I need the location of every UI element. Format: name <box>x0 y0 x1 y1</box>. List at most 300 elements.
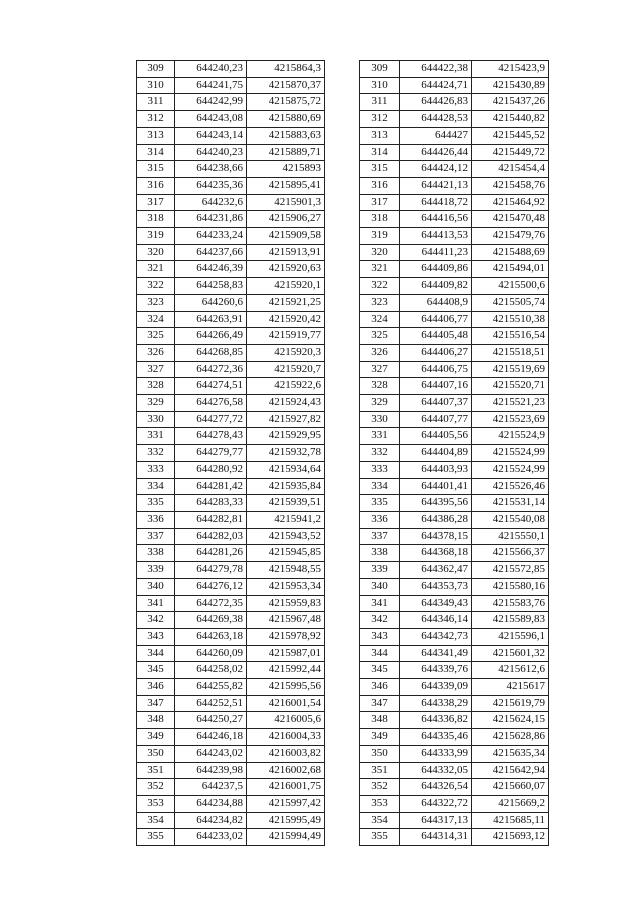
point-number-cell: 313 <box>360 127 400 144</box>
table-row <box>360 395 549 412</box>
y-coordinate-cell: 4215994,49 <box>247 829 325 846</box>
x-coordinate-cell: 644241,75 <box>175 77 247 94</box>
x-coordinate-cell: 644283,33 <box>175 495 247 512</box>
point-number-cell: 340 <box>137 578 175 595</box>
y-coordinate-cell: 4215932,78 <box>247 445 325 462</box>
y-coordinate-cell: 4215500,6 <box>472 278 549 295</box>
x-coordinate-cell: 644409,86 <box>400 261 472 278</box>
x-coordinate-cell: 644339,76 <box>400 662 472 679</box>
x-coordinate-cell: 644235,36 <box>175 177 247 194</box>
table-row <box>137 261 325 278</box>
x-coordinate-cell: 644276,12 <box>175 578 247 595</box>
table-row <box>360 177 549 194</box>
point-number-cell: 320 <box>137 244 175 261</box>
table-row <box>360 194 549 211</box>
x-coordinate-cell: 644424,12 <box>400 161 472 178</box>
x-coordinate-cell: 644403,93 <box>400 461 472 478</box>
y-coordinate-cell: 4215531,14 <box>472 495 549 512</box>
table-row <box>360 311 549 328</box>
y-coordinate-cell: 4215524,99 <box>472 445 549 462</box>
point-number-cell: 353 <box>360 795 400 812</box>
table-row <box>137 127 325 144</box>
point-number-cell: 312 <box>360 111 400 128</box>
point-number-cell: 331 <box>360 428 400 445</box>
y-coordinate-cell: 4215524,9 <box>472 428 549 445</box>
table-row <box>360 94 549 111</box>
x-coordinate-cell: 644338,29 <box>400 695 472 712</box>
x-coordinate-cell: 644413,53 <box>400 228 472 245</box>
table-row <box>360 795 549 812</box>
y-coordinate-cell: 4216005,6 <box>247 712 325 729</box>
point-number-cell: 328 <box>360 378 400 395</box>
point-number-cell: 342 <box>360 612 400 629</box>
point-number-cell: 328 <box>137 378 175 395</box>
y-coordinate-cell: 4215924,43 <box>247 395 325 412</box>
y-coordinate-cell: 4215642,94 <box>472 762 549 779</box>
x-coordinate-cell: 644279,77 <box>175 445 247 462</box>
table-row <box>137 161 325 178</box>
table-row <box>360 762 549 779</box>
x-coordinate-cell: 644404,89 <box>400 445 472 462</box>
x-coordinate-cell: 644336,82 <box>400 712 472 729</box>
y-coordinate-cell: 4215959,83 <box>247 595 325 612</box>
coordinates-table-right <box>359 60 549 846</box>
point-number-cell: 324 <box>137 311 175 328</box>
point-number-cell: 326 <box>137 344 175 361</box>
table-row <box>137 595 325 612</box>
y-coordinate-cell: 4215601,32 <box>472 645 549 662</box>
table-row <box>360 111 549 128</box>
point-number-cell: 339 <box>137 562 175 579</box>
y-coordinate-cell: 4215880,69 <box>247 111 325 128</box>
y-coordinate-cell: 4215934,64 <box>247 461 325 478</box>
table-row <box>360 695 549 712</box>
y-coordinate-cell: 4215540,08 <box>472 511 549 528</box>
x-coordinate-cell: 644242,99 <box>175 94 247 111</box>
point-number-cell: 347 <box>137 695 175 712</box>
table-row <box>360 127 549 144</box>
point-number-cell: 316 <box>360 177 400 194</box>
table-row <box>360 628 549 645</box>
x-coordinate-cell: 644281,42 <box>175 478 247 495</box>
point-number-cell: 332 <box>137 445 175 462</box>
point-number-cell: 314 <box>137 144 175 161</box>
point-number-cell: 318 <box>137 211 175 228</box>
x-coordinate-cell: 644333,99 <box>400 745 472 762</box>
x-coordinate-cell: 644427 <box>400 127 472 144</box>
y-coordinate-cell: 4215617 <box>472 679 549 696</box>
x-coordinate-cell: 644278,43 <box>175 428 247 445</box>
y-coordinate-cell: 4215909,58 <box>247 228 325 245</box>
x-coordinate-cell: 644246,18 <box>175 729 247 746</box>
y-coordinate-cell: 4215941,2 <box>247 511 325 528</box>
x-coordinate-cell: 644258,83 <box>175 278 247 295</box>
table-row <box>137 378 325 395</box>
table-row <box>360 662 549 679</box>
point-number-cell: 314 <box>360 144 400 161</box>
point-number-cell: 334 <box>360 478 400 495</box>
table-row <box>137 61 325 78</box>
point-number-cell: 317 <box>137 194 175 211</box>
table-body <box>137 61 325 846</box>
point-number-cell: 347 <box>360 695 400 712</box>
x-coordinate-cell: 644386,28 <box>400 511 472 528</box>
table-row <box>360 228 549 245</box>
x-coordinate-cell: 644263,91 <box>175 311 247 328</box>
table-row <box>360 595 549 612</box>
table-row <box>137 94 325 111</box>
point-number-cell: 323 <box>360 294 400 311</box>
table-row <box>137 311 325 328</box>
point-number-cell: 344 <box>137 645 175 662</box>
point-number-cell: 319 <box>360 228 400 245</box>
y-coordinate-cell: 4215870,37 <box>247 77 325 94</box>
y-coordinate-cell: 4215883,63 <box>247 127 325 144</box>
table-row <box>137 745 325 762</box>
x-coordinate-cell: 644314,31 <box>400 829 472 846</box>
table-row <box>137 395 325 412</box>
x-coordinate-cell: 644237,5 <box>175 779 247 796</box>
table-row <box>360 562 549 579</box>
x-coordinate-cell: 644428,53 <box>400 111 472 128</box>
point-number-cell: 333 <box>137 461 175 478</box>
y-coordinate-cell: 4215454,4 <box>472 161 549 178</box>
point-number-cell: 330 <box>137 411 175 428</box>
point-number-cell: 340 <box>360 578 400 595</box>
y-coordinate-cell: 4215943,52 <box>247 528 325 545</box>
point-number-cell: 338 <box>137 545 175 562</box>
table-row <box>360 211 549 228</box>
point-number-cell: 336 <box>137 511 175 528</box>
table-row <box>137 578 325 595</box>
x-coordinate-cell: 644426,83 <box>400 94 472 111</box>
table-row <box>137 829 325 846</box>
x-coordinate-cell: 644322,72 <box>400 795 472 812</box>
point-number-cell: 354 <box>360 812 400 829</box>
y-coordinate-cell: 4215479,76 <box>472 228 549 245</box>
point-number-cell: 320 <box>360 244 400 261</box>
coordinates-table-left <box>136 60 325 846</box>
x-coordinate-cell: 644272,35 <box>175 595 247 612</box>
y-coordinate-cell: 4215906,27 <box>247 211 325 228</box>
point-number-cell: 341 <box>137 595 175 612</box>
table-row <box>137 612 325 629</box>
x-coordinate-cell: 644258,02 <box>175 662 247 679</box>
x-coordinate-cell: 644279,78 <box>175 562 247 579</box>
point-number-cell: 311 <box>137 94 175 111</box>
table-row <box>137 478 325 495</box>
table-row <box>137 528 325 545</box>
table-row <box>360 77 549 94</box>
point-number-cell: 333 <box>360 461 400 478</box>
y-coordinate-cell: 4215519,69 <box>472 361 549 378</box>
x-coordinate-cell: 644255,82 <box>175 679 247 696</box>
x-coordinate-cell: 644243,14 <box>175 127 247 144</box>
table-row <box>137 228 325 245</box>
point-number-cell: 334 <box>137 478 175 495</box>
point-number-cell: 355 <box>137 829 175 846</box>
y-coordinate-cell: 4215423,9 <box>472 61 549 78</box>
point-number-cell: 351 <box>360 762 400 779</box>
x-coordinate-cell: 644274,51 <box>175 378 247 395</box>
point-number-cell: 324 <box>360 311 400 328</box>
x-coordinate-cell: 644335,46 <box>400 729 472 746</box>
y-coordinate-cell: 4215997,42 <box>247 795 325 812</box>
x-coordinate-cell: 644232,6 <box>175 194 247 211</box>
table-body <box>360 61 549 846</box>
table-row <box>137 411 325 428</box>
table-row <box>360 495 549 512</box>
y-coordinate-cell: 4215953,34 <box>247 578 325 595</box>
point-number-cell: 335 <box>360 495 400 512</box>
x-coordinate-cell: 644395,56 <box>400 495 472 512</box>
table-row <box>360 411 549 428</box>
x-coordinate-cell: 644407,16 <box>400 378 472 395</box>
table-row <box>137 211 325 228</box>
table-row <box>137 511 325 528</box>
table-row <box>360 328 549 345</box>
x-coordinate-cell: 644341,49 <box>400 645 472 662</box>
x-coordinate-cell: 644424,71 <box>400 77 472 94</box>
y-coordinate-cell: 4215939,51 <box>247 495 325 512</box>
table-row <box>360 779 549 796</box>
y-coordinate-cell: 4215978,92 <box>247 628 325 645</box>
y-coordinate-cell: 4215995,49 <box>247 812 325 829</box>
y-coordinate-cell: 4216001,54 <box>247 695 325 712</box>
point-number-cell: 349 <box>137 729 175 746</box>
table-row <box>360 645 549 662</box>
table-row <box>360 344 549 361</box>
y-coordinate-cell: 4215437,26 <box>472 94 549 111</box>
point-number-cell: 349 <box>360 729 400 746</box>
y-coordinate-cell: 4215523,69 <box>472 411 549 428</box>
x-coordinate-cell: 644234,88 <box>175 795 247 812</box>
x-coordinate-cell: 644240,23 <box>175 61 247 78</box>
table-row <box>137 645 325 662</box>
point-number-cell: 325 <box>360 328 400 345</box>
table-row <box>137 729 325 746</box>
y-coordinate-cell: 4215995,56 <box>247 679 325 696</box>
table-row <box>360 578 549 595</box>
y-coordinate-cell: 4215572,85 <box>472 562 549 579</box>
point-number-cell: 310 <box>137 77 175 94</box>
point-number-cell: 354 <box>137 812 175 829</box>
table-row <box>137 461 325 478</box>
y-coordinate-cell: 4215550,1 <box>472 528 549 545</box>
point-number-cell: 322 <box>137 278 175 295</box>
point-number-cell: 343 <box>360 628 400 645</box>
point-number-cell: 355 <box>360 829 400 846</box>
table-row <box>360 511 549 528</box>
point-number-cell: 310 <box>360 77 400 94</box>
x-coordinate-cell: 644339,09 <box>400 679 472 696</box>
x-coordinate-cell: 644353,73 <box>400 578 472 595</box>
x-coordinate-cell: 644260,09 <box>175 645 247 662</box>
y-coordinate-cell: 4215449,72 <box>472 144 549 161</box>
y-coordinate-cell: 4215445,52 <box>472 127 549 144</box>
x-coordinate-cell: 644276,58 <box>175 395 247 412</box>
y-coordinate-cell: 4215583,76 <box>472 595 549 612</box>
table-row <box>137 244 325 261</box>
table-row <box>360 612 549 629</box>
y-coordinate-cell: 4215948,55 <box>247 562 325 579</box>
point-number-cell: 326 <box>360 344 400 361</box>
table-row <box>137 628 325 645</box>
table-row <box>360 244 549 261</box>
x-coordinate-cell: 644234,82 <box>175 812 247 829</box>
x-coordinate-cell: 644411,23 <box>400 244 472 261</box>
x-coordinate-cell: 644422,38 <box>400 61 472 78</box>
y-coordinate-cell: 4215635,34 <box>472 745 549 762</box>
x-coordinate-cell: 644243,02 <box>175 745 247 762</box>
x-coordinate-cell: 644282,81 <box>175 511 247 528</box>
x-coordinate-cell: 644408,9 <box>400 294 472 311</box>
table-row <box>137 111 325 128</box>
x-coordinate-cell: 644243,08 <box>175 111 247 128</box>
point-number-cell: 322 <box>360 278 400 295</box>
table-row <box>360 294 549 311</box>
table-row <box>360 745 549 762</box>
point-number-cell: 346 <box>137 679 175 696</box>
y-coordinate-cell: 4215589,83 <box>472 612 549 629</box>
table-row <box>360 812 549 829</box>
point-number-cell: 348 <box>360 712 400 729</box>
y-coordinate-cell: 4215922,6 <box>247 378 325 395</box>
y-coordinate-cell: 4215464,92 <box>472 194 549 211</box>
x-coordinate-cell: 644401,41 <box>400 478 472 495</box>
x-coordinate-cell: 644405,56 <box>400 428 472 445</box>
y-coordinate-cell: 4215470,48 <box>472 211 549 228</box>
point-number-cell: 321 <box>137 261 175 278</box>
x-coordinate-cell: 644231,86 <box>175 211 247 228</box>
table-row <box>360 428 549 445</box>
x-coordinate-cell: 644409,82 <box>400 278 472 295</box>
x-coordinate-cell: 644277,72 <box>175 411 247 428</box>
table-row <box>360 61 549 78</box>
point-number-cell: 330 <box>360 411 400 428</box>
point-number-cell: 332 <box>360 445 400 462</box>
table-row <box>360 545 549 562</box>
y-coordinate-cell: 4215875,72 <box>247 94 325 111</box>
point-number-cell: 350 <box>360 745 400 762</box>
table-row <box>360 361 549 378</box>
y-coordinate-cell: 4215864,3 <box>247 61 325 78</box>
point-number-cell: 319 <box>137 228 175 245</box>
table-row <box>137 495 325 512</box>
y-coordinate-cell: 4215921,25 <box>247 294 325 311</box>
y-coordinate-cell: 4216004,33 <box>247 729 325 746</box>
x-coordinate-cell: 644405,48 <box>400 328 472 345</box>
y-coordinate-cell: 4215920,42 <box>247 311 325 328</box>
x-coordinate-cell: 644421,13 <box>400 177 472 194</box>
point-number-cell: 315 <box>137 161 175 178</box>
x-coordinate-cell: 644378,15 <box>400 528 472 545</box>
x-coordinate-cell: 644317,13 <box>400 812 472 829</box>
y-coordinate-cell: 4215913,91 <box>247 244 325 261</box>
x-coordinate-cell: 644406,75 <box>400 361 472 378</box>
table-row <box>360 278 549 295</box>
y-coordinate-cell: 4215920,3 <box>247 344 325 361</box>
y-coordinate-cell: 4215945,85 <box>247 545 325 562</box>
point-number-cell: 309 <box>137 61 175 78</box>
y-coordinate-cell: 4215521,23 <box>472 395 549 412</box>
table-row <box>137 278 325 295</box>
table-row <box>360 161 549 178</box>
x-coordinate-cell: 644416,56 <box>400 211 472 228</box>
x-coordinate-cell: 644281,26 <box>175 545 247 562</box>
table-row <box>360 461 549 478</box>
table-row <box>360 679 549 696</box>
point-number-cell: 352 <box>137 779 175 796</box>
table-row <box>360 378 549 395</box>
point-number-cell: 316 <box>137 177 175 194</box>
point-number-cell: 339 <box>360 562 400 579</box>
y-coordinate-cell: 4215430,89 <box>472 77 549 94</box>
point-number-cell: 309 <box>360 61 400 78</box>
x-coordinate-cell: 644240,23 <box>175 144 247 161</box>
y-coordinate-cell: 4215619,79 <box>472 695 549 712</box>
point-number-cell: 336 <box>360 511 400 528</box>
point-number-cell: 313 <box>137 127 175 144</box>
table-row <box>360 445 549 462</box>
x-coordinate-cell: 644239,98 <box>175 762 247 779</box>
x-coordinate-cell: 644272,36 <box>175 361 247 378</box>
point-number-cell: 337 <box>137 528 175 545</box>
y-coordinate-cell: 4216003,82 <box>247 745 325 762</box>
point-number-cell: 342 <box>137 612 175 629</box>
point-number-cell: 353 <box>137 795 175 812</box>
point-number-cell: 311 <box>360 94 400 111</box>
point-number-cell: 348 <box>137 712 175 729</box>
y-coordinate-cell: 4215967,48 <box>247 612 325 629</box>
point-number-cell: 343 <box>137 628 175 645</box>
y-coordinate-cell: 4215596,1 <box>472 628 549 645</box>
table-row <box>137 562 325 579</box>
point-number-cell: 337 <box>360 528 400 545</box>
table-row <box>137 428 325 445</box>
table-row <box>137 812 325 829</box>
y-coordinate-cell: 4215927,82 <box>247 411 325 428</box>
point-number-cell: 345 <box>137 662 175 679</box>
y-coordinate-cell: 4215669,2 <box>472 795 549 812</box>
y-coordinate-cell: 4215889,71 <box>247 144 325 161</box>
point-number-cell: 345 <box>360 662 400 679</box>
y-coordinate-cell: 4215526,46 <box>472 478 549 495</box>
x-coordinate-cell: 644250,27 <box>175 712 247 729</box>
table-row <box>360 712 549 729</box>
table-row <box>137 795 325 812</box>
table-row <box>137 545 325 562</box>
x-coordinate-cell: 644260,6 <box>175 294 247 311</box>
y-coordinate-cell: 4216002,68 <box>247 762 325 779</box>
point-number-cell: 346 <box>360 679 400 696</box>
point-number-cell: 315 <box>360 161 400 178</box>
y-coordinate-cell: 4215901,3 <box>247 194 325 211</box>
table-row <box>137 762 325 779</box>
x-coordinate-cell: 644346,14 <box>400 612 472 629</box>
y-coordinate-cell: 4215505,74 <box>472 294 549 311</box>
x-coordinate-cell: 644407,77 <box>400 411 472 428</box>
table-row <box>137 77 325 94</box>
table-row <box>137 144 325 161</box>
table-row <box>360 829 549 846</box>
x-coordinate-cell: 644280,92 <box>175 461 247 478</box>
y-coordinate-cell: 4215624,15 <box>472 712 549 729</box>
y-coordinate-cell: 4215935,84 <box>247 478 325 495</box>
y-coordinate-cell: 4215488,69 <box>472 244 549 261</box>
x-coordinate-cell: 644349,43 <box>400 595 472 612</box>
x-coordinate-cell: 644252,51 <box>175 695 247 712</box>
